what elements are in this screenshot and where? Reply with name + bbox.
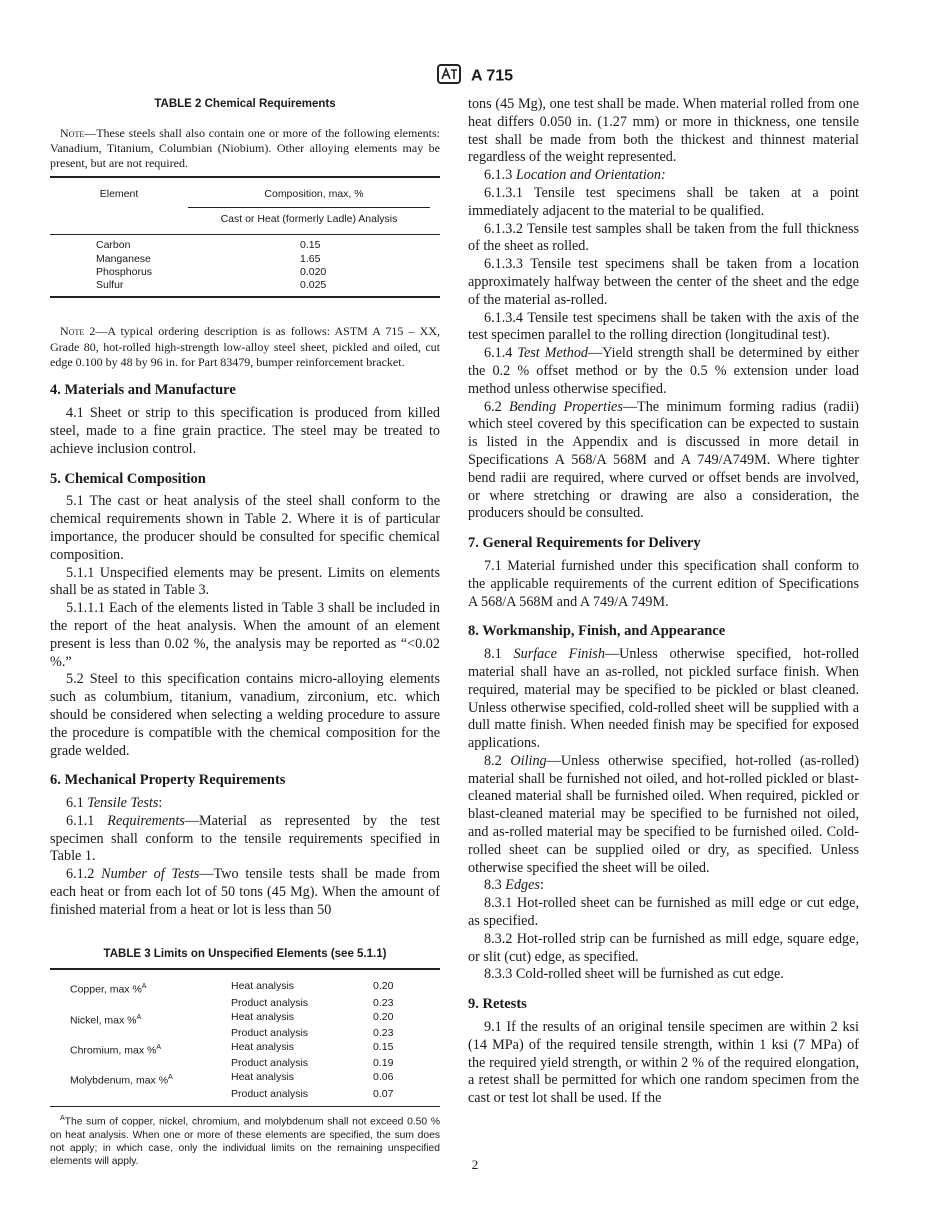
right-column — [468, 96, 859, 1108]
astm-logo-icon — [437, 64, 461, 89]
table2-col-analysis: Cast or Heat (formerly Ladle) Analysis — [188, 207, 430, 234]
page-number: 2 — [471, 1157, 479, 1172]
table-row: Phosphorus 0.020 — [96, 265, 327, 278]
table-row: Product analysis 0.19 — [231, 1057, 394, 1070]
table2-col-element: Element — [99, 187, 139, 200]
paragraph-4-1: 4.1 Sheet or strip to this specification is produced from killed steel, made to a fine grain practice. The steel may be treated to achieve inclusion control. — [50, 405, 440, 457]
table2 — [50, 176, 440, 299]
paragraph-8-3-2: 8.3.2 Hot-rolled strip can be furnished as mill edge, square edge, or slit (cut) edge, as specified. — [468, 930, 859, 965]
paragraph-8-3: 8.3 Edges: — [484, 877, 544, 894]
table-row: Sulfur 0.025 — [96, 279, 327, 292]
table3-body — [50, 970, 440, 1105]
table-row: Product analysis 0.23 — [231, 1027, 394, 1040]
table-row: Product analysis 0.07 — [231, 1087, 394, 1100]
table2-body — [50, 234, 440, 296]
section-9-heading: 9. Retests — [468, 996, 527, 1013]
paragraph-9-1: 9.1 If the results of an original tensile specimen are within 2 ksi (14 MPa) of the required tensile strength, within 1 ksi (7 MPa) of the required yield strength, or within 2 % of the required elongation, a retest shall be permitted for which one random specimen from the cast or test lot shall be used. If the — [468, 1019, 859, 1107]
paragraph-7-1: 7.1 Material furnished under this specification shall conform to the applicable requirements of the current edition of Specifications A 568/A 568M and A 749/A 749M. — [468, 557, 859, 610]
table-row: Molybdenum, max %$^A$ Heat analysis 0.06 — [70, 1070, 394, 1087]
section-4-heading: 4. Materials and Manufacture — [50, 382, 236, 399]
paragraph-6-1-3-2: 6.1.3.2 Tensile test samples shall be taken from the full thickness of the sheet as rolled. — [468, 220, 859, 255]
document-code: A 715 — [470, 67, 514, 85]
table2-note: Note—These steels shall also contain one or more of the following elements: Vanadium, Titanium, Columbian (Niobium). Other alloying elements may be present, but are not required. — [50, 125, 440, 171]
section-6-heading: 6. Mechanical Property Requirements — [50, 772, 286, 789]
paragraph-5-1: 5.1 The cast or heat analysis of the steel shall conform to the chemical requirements shown in Table 2. Where it is of particular importance, the producer should be consulted for specific chemical composition. — [50, 493, 440, 563]
table3-caption: TABLE 3 Limits on Unspecified Elements (see 5.1.1) — [103, 947, 387, 960]
table-row: Carbon 0.15 — [96, 239, 321, 252]
note-2: Note 2—A typical ordering description is as follows: ASTM A 715 – XX, Grade 80, hot-rolled high-strength low-alloy steel sheet, pickled and oiled, cut edge 0.100 by 48 by 96 in. for Part 83479, bumper reinforcement bracket. — [50, 324, 440, 370]
table3 — [50, 968, 440, 1168]
section-5-heading: 5. Chemical Composition — [50, 470, 206, 487]
paragraph-8-3-3: 8.3.3 Cold-rolled sheet will be furnished as cut edge. — [484, 966, 784, 983]
paragraph-5-1-1: 5.1.1 Unspecified elements may be present. Limits on elements shall be as stated in Table 3. — [50, 564, 440, 599]
section-8-heading: 8. Workmanship, Finish, and Appearance — [468, 623, 726, 640]
paragraph-6-1-3-1: 6.1.3.1 Tensile test specimens shall be taken at a point immediately adjacent to the material to be qualified. — [468, 184, 859, 219]
paragraph-6-1-2-continued: tons (45 Mg), one test shall be made. When material rolled from one heat differs 0.050 in. (1.27 mm) or more in thickness, one tensile test shall be made from both the thickest and thinnest material regardless of the weight represented. — [468, 96, 859, 166]
table-row: Chromium, max %$^A$ Heat analysis 0.15 — [70, 1040, 394, 1057]
table2-header — [50, 178, 440, 204]
paragraph-6-1-2: 6.1.2 Number of Tests—Two tensile tests shall be made from each heat or from each lot of 50 tons (45 Mg). When the amount of finished material from a heat or lot is less than 50 — [50, 866, 441, 918]
table2-caption: TABLE 2 Chemical Requirements — [154, 98, 336, 110]
paragraph-8-1: 8.1 Surface Finish—Unless otherwise specified, hot-rolled material shall have an as-rolled, not pickled surface finish. When required, material may be specified to be pickled or blast cleaned. Unless otherwise specified, cold-rolled sheet will be supplied with a dull matte finish. When needed finish may be specified for exposed applications. — [468, 646, 859, 752]
paragraph-6-1-3-4: 6.1.3.4 Tensile test specimens shall be taken with the axis of the test specimen parallel to the rolling direction (longitudinal test). — [468, 309, 859, 344]
paragraph-8-3-1: 8.3.1 Hot-rolled sheet can be furnished as mill edge or cut edge, as specified. — [468, 895, 859, 930]
paragraph-6-2: 6.2 Bending Properties—The minimum forming radius (radii) which steel covered by this specification can be expected to sustain is listed in the Appendix and is discussed in more detail in Specifications A 568/A 568M and A 749/A749M. Where tighter bend radii are required, where curved or offset bends are involved, or where stretching or drawing are also a consideration, the producers should be consulted. — [468, 398, 859, 522]
page-header — [0, 64, 950, 89]
section-7-heading: 7. General Requirements for Delivery — [468, 535, 701, 552]
left-column — [50, 96, 440, 1169]
table-row: Nickel, max %$^A$ Heat analysis 0.20 — [70, 1010, 394, 1027]
table-row: Copper, max %$^A$ Heat analysis 0.20 — [70, 980, 394, 996]
table3-footnote: $^A$The sum of copper, nickel, chromium, and molybdenum shall not exceed 0.50 % on heat analysis. When one or more of these elements are specified, the sum does not apply; in which case, only the individual limits on the remaining unspecified elements will apply. — [50, 1114, 440, 1168]
paragraph-5-1-1-1: 5.1.1.1 Each of the elements listed in Table 3 shall be included in the report of the heat analysis. When the amount of an element present is less than 0.02 %, the analysis may be reported as “<0.02 %.” — [50, 600, 440, 670]
paragraph-6-1-3: 6.1.3 Location and Orientation: — [484, 167, 666, 184]
paragraph-6-1-4: 6.1.4 Test Method—Yield strength shall be determined by either the 0.2 % offset method or by the 0.5 % extension under load method unless otherwise specified. — [468, 345, 860, 397]
paragraph-6-1: 6.1 Tensile Tests: — [66, 795, 163, 812]
paragraph-8-2: 8.2 Oiling—Unless otherwise specified, hot-rolled (as-rolled) material shall be furnished not oiled, and hot-rolled pickled or blast-cleaned material shall be furnished oiled. When required, pickled or blast-cleaned material may be specified to be furnished not oiled, and as-rolled material may be specified to be furnished oiled. Cold-rolled sheet can be supplied oiled or dry, as specified. Unless otherwise specified the sheet will be oiled. — [468, 752, 859, 876]
paragraph-6-1-3-3: 6.1.3.3 Tensile test specimens shall be taken from a location approximately halfway between the center of the sheet and the edge of the material as-rolled. — [468, 256, 859, 308]
table-row: Product analysis 0.23 — [231, 997, 394, 1010]
paragraph-5-2: 5.2 Steel to this specification contains micro-alloying elements such as columbium, titanium, vanadium, zirconium, etc. which should be considered when selecting a welding procedure to assure the procedure is compatible with the chemical composition for the grade welded. — [50, 671, 440, 759]
paragraph-6-1-1: 6.1.1 Requirements—Material as represented by the test specimen shall conform to the tensile requirements specified in Table 1. — [50, 812, 441, 865]
table2-col-composition: Composition, max, % — [264, 187, 364, 200]
table-row: Manganese 1.65 — [96, 252, 321, 265]
